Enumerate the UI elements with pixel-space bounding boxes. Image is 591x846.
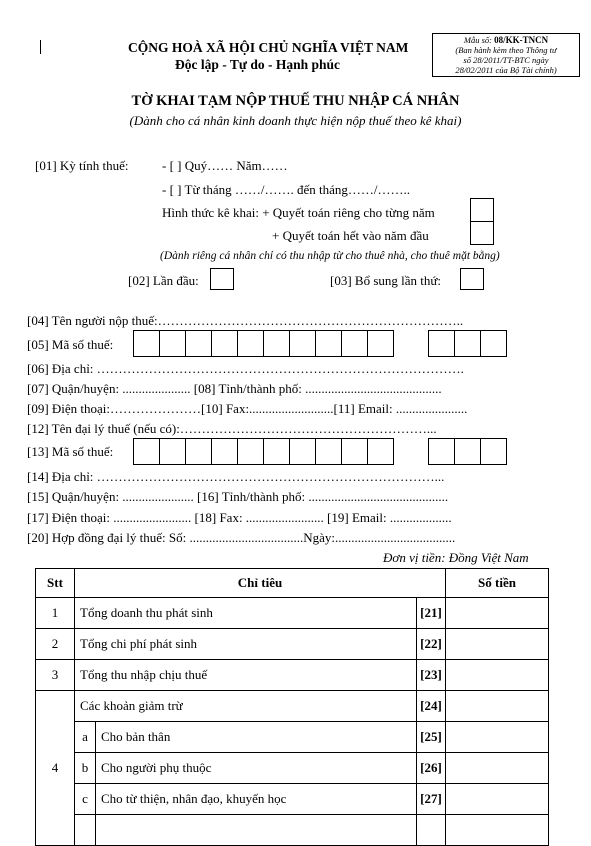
tin-digit-box[interactable] <box>159 330 186 357</box>
motto: Độc lập - Tự do - Hạnh phúc <box>175 57 341 72</box>
agent-tin-label: [13] Mã số thuế: <box>27 444 114 459</box>
table-subrow <box>36 722 549 753</box>
subrow-letter <box>75 815 96 846</box>
table-row <box>36 598 549 629</box>
taxpayer-tin-boxes[interactable] <box>133 330 393 357</box>
taxpayer-tin-suffix-boxes[interactable] <box>428 330 506 357</box>
currency-unit: Đơn vị tiền: Đồng Việt Nam <box>383 550 529 565</box>
tin-digit-box[interactable] <box>133 438 160 465</box>
tin-digit-box[interactable] <box>428 330 455 357</box>
row-label: Tổng chi phí phát sinh <box>75 629 417 660</box>
subrow-code: [27] <box>417 784 446 815</box>
tax-table <box>35 568 549 846</box>
table-header-row <box>36 569 549 598</box>
tin-digit-box[interactable] <box>480 330 507 357</box>
row-stt: 2 <box>36 629 75 660</box>
table-row <box>36 660 549 691</box>
header-stt: Stt <box>36 569 75 598</box>
tax-period-month-range[interactable]: - [ ] Từ tháng ……/……. đến tháng……/…….. <box>162 182 410 197</box>
subrow-code: [25] <box>417 722 446 753</box>
tin-digit-box[interactable] <box>237 438 264 465</box>
tax-period-quarter[interactable]: - [ ] Quý…… Năm…… <box>162 158 288 173</box>
subrow-label: Cho người phụ thuộc <box>96 753 417 784</box>
taxpayer-name-field[interactable]: [04] Tên người nộp thuế:…………………………………………………………….. <box>27 313 464 328</box>
left-margin-mark <box>40 40 41 54</box>
form-code-prefix: Mẫu số: <box>463 35 495 45</box>
tin-digit-box[interactable] <box>185 330 212 357</box>
method-1-checkbox[interactable] <box>470 198 494 222</box>
agent-name-field[interactable]: [12] Tên đại lý thuế (nếu có):…………………………………………………... <box>27 421 437 436</box>
form-subtitle: (Dành cho cá nhân kinh doanh thực hiện nộp thuế theo kê khai) <box>129 113 462 128</box>
agent-tin-boxes[interactable] <box>133 438 393 465</box>
row-label: Tổng doanh thu phát sinh <box>75 598 417 629</box>
amount-cell[interactable] <box>446 660 549 691</box>
rental-note: (Dành riêng cá nhân chỉ có thu nhập từ cho thuê nhà, cho thuê mặt bằng) <box>160 250 500 262</box>
amount-cell[interactable] <box>446 629 549 660</box>
row-code: [24] <box>417 691 446 722</box>
row-stt: 1 <box>36 598 75 629</box>
supplement-checkbox[interactable] <box>460 268 484 290</box>
row-label: Tổng thu nhập chịu thuế <box>75 660 417 691</box>
subrow-label <box>96 815 417 846</box>
district-province-field[interactable]: [07] Quận/huyện: ..................... [08] Tỉnh/thành phố: .......................................... <box>27 381 442 396</box>
address-field[interactable]: [06] Địa chỉ: …………………………………………………………………………. <box>27 361 464 376</box>
tin-digit-box[interactable] <box>237 330 264 357</box>
supplement-label: [03] Bổ sung lần thứ: <box>330 273 442 288</box>
declaration-method-1: Hình thức kê khai: + Quyết toán riêng cho từng năm <box>162 205 435 220</box>
form-code-line2: số 28/2011/TT-BTC ngày <box>463 55 549 65</box>
subrow-letter: c <box>75 784 96 815</box>
row-code: [23] <box>417 660 446 691</box>
amount-cell[interactable] <box>446 598 549 629</box>
agent-contract-field[interactable]: [20] Hợp đồng đại lý thuế: Số: ...................................Ngày:..................................... <box>27 530 456 545</box>
tin-digit-box[interactable] <box>367 438 394 465</box>
row-label: Các khoản giảm trừ <box>75 691 417 722</box>
amount-cell[interactable] <box>446 753 549 784</box>
row-stt: 4 <box>36 691 75 846</box>
subrow-label: Cho từ thiện, nhân đạo, khuyến học <box>96 784 417 815</box>
tin-digit-box[interactable] <box>480 438 507 465</box>
tin-digit-box[interactable] <box>315 330 342 357</box>
agent-phone-fax-email-field[interactable]: [17] Điện thoại: ........................ [18] Fax: ........................ [19] Email: ................... <box>27 510 452 525</box>
form-code-line3: 28/02/2011 của Bộ Tài chính) <box>455 65 557 75</box>
amount-cell[interactable] <box>446 784 549 815</box>
tin-digit-box[interactable] <box>315 438 342 465</box>
tin-digit-box[interactable] <box>211 438 238 465</box>
tin-digit-box[interactable] <box>454 438 481 465</box>
method-2-checkbox[interactable] <box>470 221 494 245</box>
table-subrow <box>36 815 549 846</box>
tin-digit-box[interactable] <box>211 330 238 357</box>
table-subrow <box>36 784 549 815</box>
tin-digit-box[interactable] <box>133 330 160 357</box>
form-title: TỜ KHAI TẠM NỘP THUẾ THU NHẬP CÁ NHÂN <box>131 93 460 109</box>
subrow-letter: a <box>75 722 96 753</box>
tin-digit-box[interactable] <box>159 438 186 465</box>
header-indicator: Chỉ tiêu <box>75 569 446 598</box>
tin-digit-box[interactable] <box>263 330 290 357</box>
tin-digit-box[interactable] <box>289 330 316 357</box>
tin-digit-box[interactable] <box>454 330 481 357</box>
subrow-label: Cho bản thân <box>96 722 417 753</box>
tin-digit-box[interactable] <box>289 438 316 465</box>
tin-digit-box[interactable] <box>341 330 368 357</box>
tin-digit-box[interactable] <box>185 438 212 465</box>
tax-period-label: [01] Kỳ tính thuế: <box>35 158 129 173</box>
tin-digit-box[interactable] <box>341 438 368 465</box>
agent-tin-suffix-boxes[interactable] <box>428 438 506 465</box>
row-code: [21] <box>417 598 446 629</box>
agent-district-province-field[interactable]: [15] Quận/huyện: ...................... [16] Tỉnh/thành phố: ........................................... <box>27 489 449 504</box>
table-row <box>36 691 549 722</box>
tin-digit-box[interactable] <box>428 438 455 465</box>
first-time-label: [02] Lần đầu: <box>128 273 199 288</box>
subrow-code: [26] <box>417 753 446 784</box>
tin-digit-box[interactable] <box>367 330 394 357</box>
header-amount: Số tiền <box>446 569 549 598</box>
form-code: 08/KK-TNCN <box>494 35 549 45</box>
amount-cell[interactable] <box>446 691 549 722</box>
form-code-line1: (Ban hành kèm theo Thông tư <box>455 45 557 55</box>
row-code: [22] <box>417 629 446 660</box>
agent-address-field[interactable]: [14] Địa chỉ: ……………………………………………………………………... <box>27 469 445 484</box>
republic-heading: CỘNG HOÀ XÃ HỘI CHỦ NGHĨA VIỆT NAM <box>128 40 409 55</box>
declaration-method-2: + Quyết toán hết vào năm đầu <box>272 228 429 243</box>
subrow-letter: b <box>75 753 96 784</box>
first-time-checkbox[interactable] <box>210 268 234 290</box>
table-subrow <box>36 753 549 784</box>
amount-cell[interactable] <box>446 722 549 753</box>
taxpayer-tin-label: [05] Mã số thuế: <box>27 337 114 352</box>
phone-fax-email-field[interactable]: [09] Điện thoại:…………………[10] Fax:..........................[11] Email: ...................... <box>27 401 468 416</box>
form-code-box <box>432 33 580 77</box>
tin-digit-box[interactable] <box>263 438 290 465</box>
table-row <box>36 629 549 660</box>
subrow-code <box>417 815 446 846</box>
amount-cell[interactable] <box>446 815 549 846</box>
row-stt: 3 <box>36 660 75 691</box>
